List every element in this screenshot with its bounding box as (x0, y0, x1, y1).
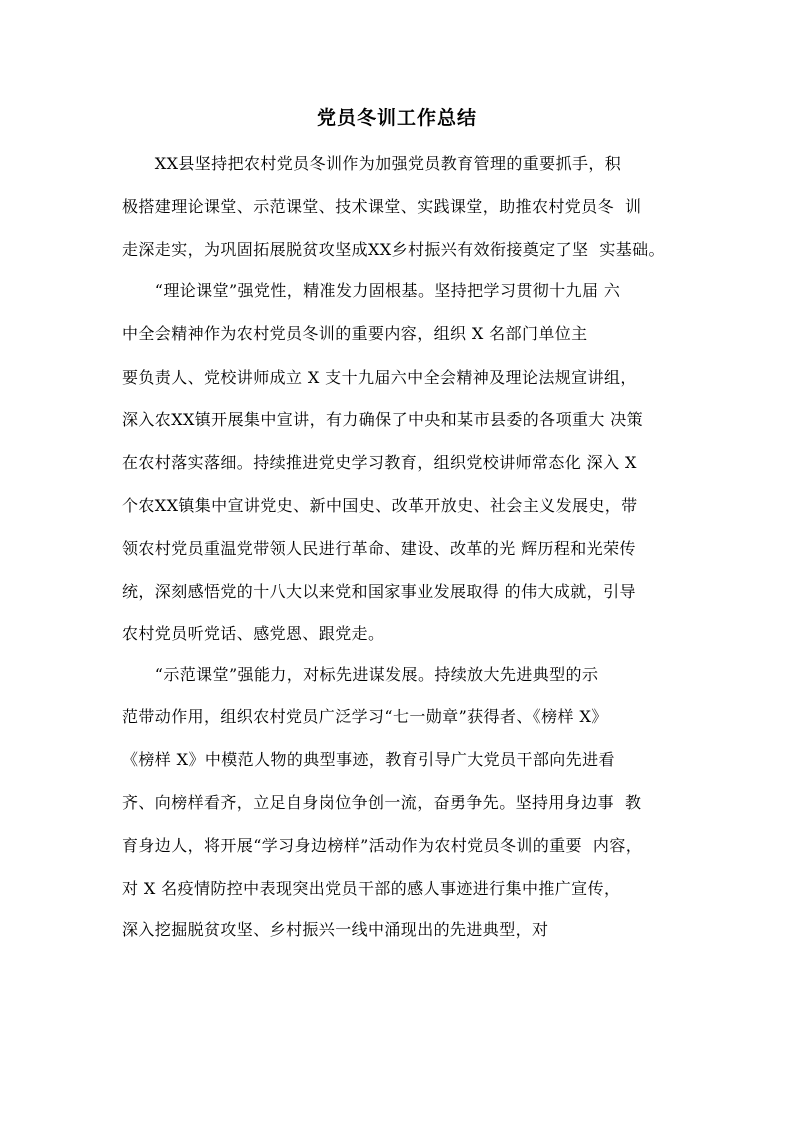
text-line: 范带动作用，组织农村党员广泛学习“七一勋章”获得者、《榜样 X》 (122, 707, 608, 726)
text-line: 对 X 名疫情防控中表现突出党员干部的感人事迹进行集中推广宣传， (122, 879, 621, 898)
text-line: 在农村落实落细。持续推进党史学习教育，组织党校讲师常态化 深入 X (122, 453, 637, 472)
text-line: 领农村党员重温党带领人民进行革命、建设、改革的光 辉历程和光荣传 (122, 539, 636, 558)
text-line: 深入农XX镇开展集中宣讲，有力确保了中央和某市县委的各项重大 决策 (122, 410, 644, 429)
text-line: 齐、向榜样看齐，立足自身岗位争创一流，奋勇争先。坚持用身边事 教 (122, 793, 642, 812)
text-line: 农村党员听党话、感党恩、跟党走。 (122, 624, 385, 643)
document-title: 党员冬训工作总结 (316, 107, 477, 129)
text-line: 《榜样 X》中模范人物的典型事迹，教育引导广大党员干部向先进看 (122, 750, 615, 769)
text-line: 中全会精神作为农村党员冬训的重要内容，组织 X 名部门单位主 (122, 324, 588, 343)
text-line: XX县坚持把农村党员冬训作为加强党员教育管理的重要抓手，积 (122, 154, 622, 173)
text-line: 深入挖掘脱贫攻坚、乡村振兴一线中涌现出的先进典型，对 (122, 920, 549, 939)
text-line: 个农XX镇集中宣讲党史、新中国史、改革开放史、社会主义发展史，带 (122, 496, 638, 515)
text-line: 统，深刻感悟党的十八大以来党和国家事业发展取得 的伟大成就，引导 (122, 582, 636, 601)
text-line: “理论课堂”强党性，精准发力固根基。坚持把学习贯彻十九届 六 (122, 281, 621, 300)
text-line: 育身边人，将开展“学习身边榜样”活动作为农村党员冬训的重要 内容， (122, 836, 643, 855)
text-line: 极搭建理论课堂、示范课堂、技术课堂、实践课堂，助推农村党员冬 训 (122, 197, 642, 216)
text-line: 要负责人、党校讲师成立 X 支十九届六中全会精神及理论法规宣讲组， (122, 368, 637, 387)
text-line: 走深走实，为巩固拓展脱贫攻坚成XX乡村振兴有效衔接奠定了坚 实基础。 (122, 240, 665, 259)
text-line: “示范课堂”强能力，对标先进谋发展。持续放大先进典型的示 (122, 665, 599, 684)
